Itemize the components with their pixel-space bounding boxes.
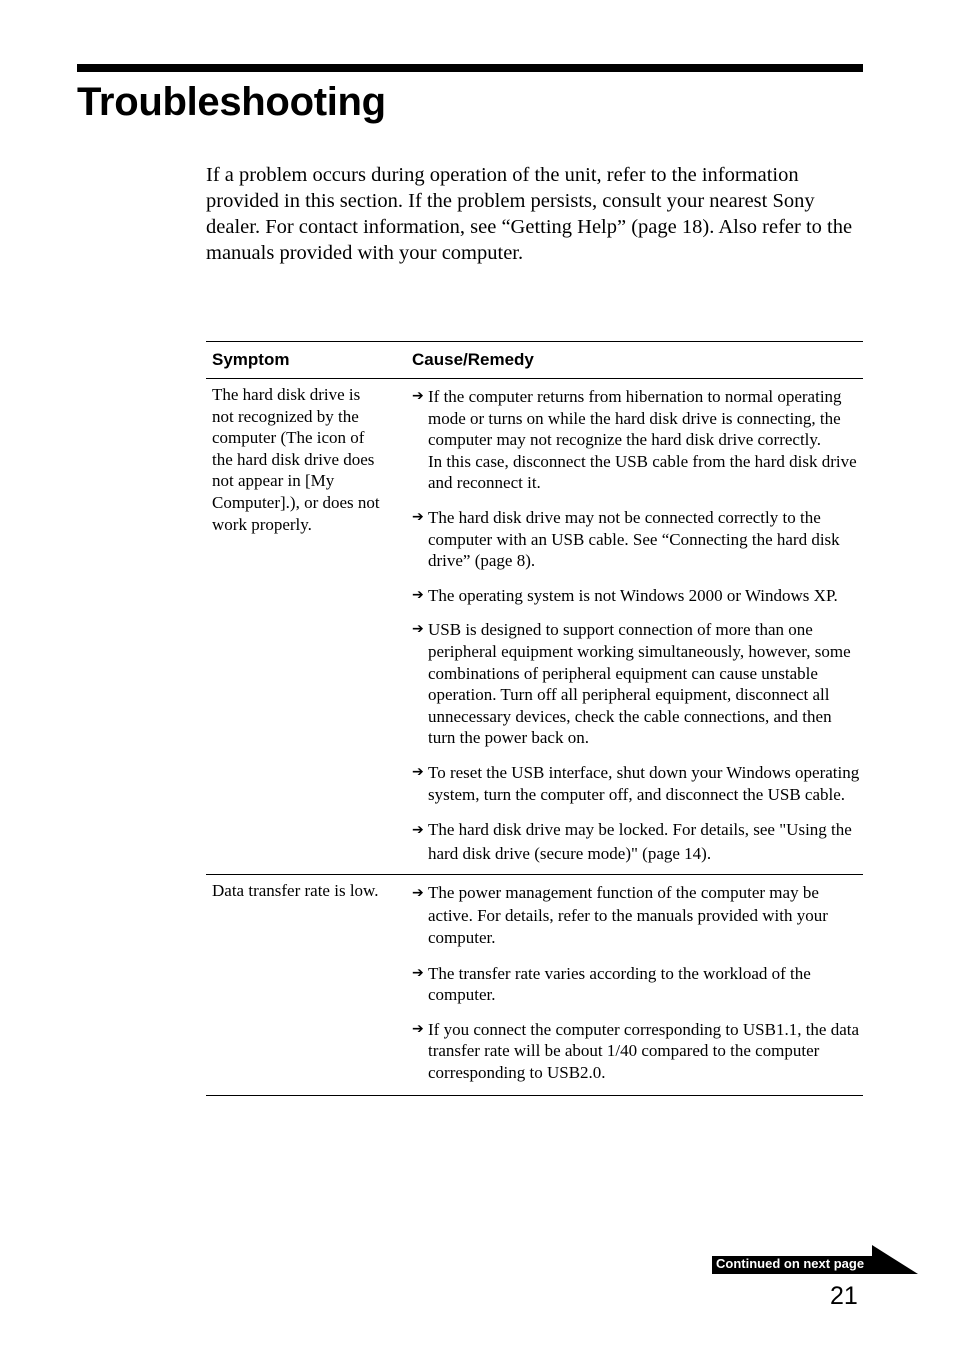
- symptom-cell: The hard disk drive is not recognized by the computer (The icon of the hard disk drive does not appear in [My Computer].), or does not work properly.: [212, 385, 380, 534]
- top-rule: [77, 64, 863, 72]
- remedy-text: The operating system is not Windows 2000 or Windows XP.: [428, 585, 838, 605]
- remedy-item: [412, 762, 863, 805]
- remedy-cell: [406, 379, 863, 874]
- remedy-text: The hard disk drive may not be connected correctly to the computer with an USB cable. See “Connecting the hard disk drive” (page 8).: [428, 507, 840, 571]
- remedy-text: The hard disk drive may be locked. For details, see "Using the hard disk drive (secure mode)" (page 14).: [428, 820, 852, 864]
- right-arrow-icon: ➔: [412, 586, 424, 603]
- remedy-item: [412, 507, 863, 572]
- symptom-cell: Data transfer rate is low.: [212, 881, 379, 901]
- symptom-header: Symptom: [212, 350, 290, 369]
- table-bottom-rule: [206, 1095, 863, 1096]
- remedy-text: To reset the USB interface, shut down your Windows operating system, turn the computer off, and disconnect the USB cable.: [428, 762, 860, 804]
- remedy-item: [412, 882, 863, 950]
- remedy-item: [412, 386, 863, 494]
- intro-paragraph: If a problem occurs during operation of the unit, refer to the information provided in this section. If the problem persists, consult your nearest Sony dealer. For contact information, see “Getting Help” (page 18). Also refer to the manuals provided with your computer.: [206, 164, 853, 264]
- table-header-row: [206, 342, 863, 378]
- continued-label: Continued on next page: [716, 1256, 865, 1271]
- remedy-text: If the computer returns from hibernation to normal operating mode or turns on while the hard disk drive is connecting, the computer may not recognize the hard disk drive correctly.: [428, 387, 842, 450]
- remedy-item: [412, 585, 863, 607]
- table-row: [206, 379, 863, 874]
- remedy-text: In this case, disconnect the USB cable from the hard disk drive and reconnect it.: [428, 451, 857, 493]
- remedy-item: [412, 963, 863, 1006]
- right-arrow-icon: ➔: [412, 763, 424, 780]
- remedy-item: [412, 818, 863, 866]
- right-arrow-icon: ➔: [412, 621, 424, 638]
- right-arrow-icon: ➔: [412, 1020, 424, 1037]
- table-row: [206, 875, 863, 1094]
- remedy-text: The transfer rate varies according to the workload of the computer.: [428, 963, 811, 1005]
- remedy-cell: [406, 875, 863, 1094]
- remedy-item: [412, 1019, 863, 1084]
- continued-badge: [712, 1245, 918, 1274]
- page-number: 21: [830, 1282, 858, 1310]
- right-arrow-icon: ➔: [412, 388, 424, 404]
- remedy-item: [412, 619, 863, 749]
- page-title: Troubleshooting: [77, 80, 386, 124]
- right-arrow-icon: ➔: [412, 964, 424, 981]
- remedy-text: USB is designed to support connection of more than one peripheral equipment working simultaneously, however, some combinations of peripheral equipment can cause unstable operation. Turn off all peripheral equipment, disconnect all unnecessary devices, check the cable connections, and then turn the power back on.: [428, 620, 851, 748]
- remedy-header: Cause/Remedy: [412, 350, 534, 369]
- right-arrow-icon: ➔: [412, 508, 424, 525]
- remedy-text: The power management function of the computer may be active. For details, refer to the manuals provided with your computer.: [428, 883, 828, 948]
- troubleshooting-table: [206, 341, 863, 1096]
- remedy-text: If you connect the computer corresponding to USB1.1, the data transfer rate will be about 1/40 compared to the computer corresponding to USB2.0.: [428, 1019, 860, 1082]
- right-arrow-icon: ➔: [412, 885, 424, 902]
- right-arrow-icon: ➔: [412, 822, 424, 839]
